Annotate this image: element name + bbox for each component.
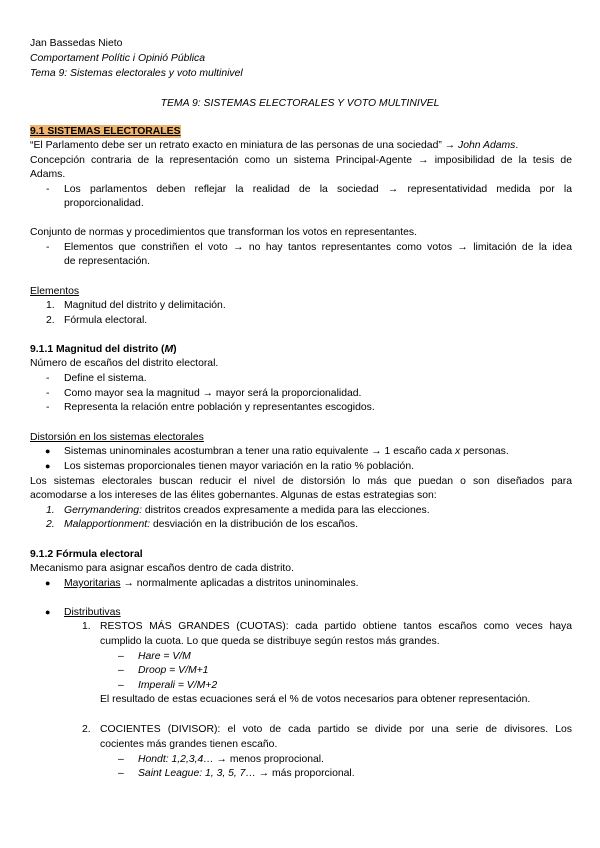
quote-end: .	[515, 140, 519, 151]
strategy-term: Malapportionment:	[64, 519, 151, 530]
adams-quote	[30, 139, 518, 152]
distributive-term: Distributivas	[64, 607, 121, 618]
strategy-term: Gerrymandering:	[64, 505, 142, 516]
constraint-bullet-line-2: de representación.	[64, 256, 151, 267]
quotas-line-2: cumplido la cuota. Lo que queda se distribuye según restos más grandes.	[100, 636, 440, 647]
magnitude-definition: Número de escaños del distrito electoral.	[30, 358, 219, 369]
quota-result: El resultado de estas ecuaciones será el % de votos necesarios para obtener representación.	[100, 694, 531, 705]
elements-label: Elementos	[30, 286, 80, 297]
en-dash-marker: –	[118, 680, 124, 691]
heading-text: 9.1.1 Magnitud del distrito (	[30, 344, 165, 355]
author-name: Jan Bassedas Nieto	[30, 38, 123, 49]
dash-marker: -	[46, 373, 50, 384]
parliament-bullet-line-1: Los parlamentos deben reflejar la realidad de la sociedad → representatividad medida por la	[64, 184, 572, 195]
dash-marker: -	[46, 402, 50, 413]
quota-formula: Droop = V/M+1	[138, 665, 209, 676]
strategy-item	[64, 518, 358, 531]
bullet-dot: ●	[45, 461, 51, 471]
majoritarian-text: → normalmente aplicadas a distritos uninominales.	[120, 578, 359, 589]
majoritarian-term: Mayoritarias	[64, 578, 121, 589]
list-item: Define el sistema.	[64, 373, 147, 384]
element-item: Fórmula electoral.	[64, 315, 148, 326]
section-heading-9-1-2: 9.1.2 Fórmula electoral	[30, 549, 143, 560]
principal-agent-line-1: Concepción contraria de la representación como un sistema Principal-Agente → imposibilidad de la tesis de	[30, 155, 572, 166]
strategy-text: distritos creados expresamente a medida para las elecciones.	[141, 505, 430, 516]
constraint-bullet-line-1: Elementos que constriñen el voto → no hay tantos representantes como votos → limitación de la idea	[64, 242, 572, 253]
course-name: Comportament Polític i Opinió Pública	[30, 53, 205, 64]
strategy-text: desviación en la distribución de los escaños.	[150, 519, 358, 530]
divisor-text: → menos proprocional.	[213, 754, 324, 765]
dash-marker: -	[46, 242, 50, 253]
section-heading-9-1-1	[30, 343, 177, 356]
quota-formula: Hare = V/M	[138, 651, 191, 662]
list-item: Como mayor sea la magnitud → mayor será la proporcionalidad.	[64, 388, 362, 399]
bullet-dot: ●	[45, 446, 51, 456]
parliament-bullet-line-2: proporcionalidad.	[64, 198, 144, 209]
bullet-dot: ●	[45, 578, 51, 588]
heading-text: )	[173, 344, 177, 355]
list-item: Representa la relación entre población y representantes escogidos.	[64, 402, 375, 413]
divisor-item	[138, 767, 355, 780]
list-number: 2.	[46, 315, 55, 326]
principal-agent-line-2: Adams.	[30, 169, 66, 180]
dash-marker: -	[46, 184, 50, 195]
topic-name: Tema 9: Sistemas electorales y voto multinivel	[30, 68, 243, 79]
en-dash-marker: –	[118, 651, 124, 662]
divisor-line-2: cocientes más grandes tienen escaño.	[100, 739, 278, 750]
list-number: 1.	[82, 621, 91, 632]
majoritarian-item	[64, 577, 359, 590]
rules-definition: Conjunto de normas y procedimientos que transforman los votos en representantes.	[30, 227, 417, 238]
divisor-line-1: COCIENTES (DIVISOR): el voto de cada partido se divide por una serie de divisores. Los	[100, 724, 572, 735]
bullet-dot: ●	[45, 607, 51, 617]
distortion-label: Distorsión en los sistemas electorales	[30, 432, 204, 443]
list-number: 1.	[46, 300, 55, 311]
quote-author: John Adams	[458, 140, 516, 151]
divisor-item	[138, 753, 324, 766]
strategies-intro-line-2: acomodarse a los intereses de las élites gobernantes. Algunas de estas estrategias son:	[30, 490, 437, 501]
divisor-text: → más proporcional.	[255, 768, 355, 779]
quote-text: “El Parlamento debe ser un retrato exacto en miniatura de las personas de una sociedad” →	[30, 140, 458, 151]
item-text: personas.	[460, 446, 509, 457]
strategy-item	[64, 504, 430, 517]
en-dash-marker: –	[118, 665, 124, 676]
distortion-item: Los sistemas proporcionales tienen mayor variación en la ratio % población.	[64, 461, 415, 472]
strategies-intro-line-1: Los sistemas electorales buscan reducir el nivel de distorsión lo más que puedan o son diseñados para	[30, 476, 572, 487]
list-number: 2.	[46, 519, 55, 530]
formula-definition: Mecanismo para asignar escaños dentro de cada distrito.	[30, 563, 294, 574]
en-dash-marker: –	[118, 768, 124, 779]
divisor-term: Hondt: 1,2,3,4…	[138, 754, 214, 765]
document-title: TEMA 9: SISTEMAS ELECTORALES Y VOTO MULTINIVEL	[160, 98, 440, 109]
en-dash-marker: –	[118, 754, 124, 765]
quota-formula: Imperali = V/M+2	[138, 680, 218, 691]
dash-marker: -	[46, 388, 50, 399]
item-var: x	[455, 446, 461, 457]
section-heading-9-1: 9.1 SISTEMAS ELECTORALES	[30, 126, 181, 137]
item-text: Sistemas uninominales acostumbran a tener una ratio equivalente → 1 escaño cada	[64, 446, 456, 457]
heading-var: M	[164, 344, 174, 355]
list-number: 1.	[46, 505, 55, 516]
list-number: 2.	[82, 724, 91, 735]
divisor-term: Saint League: 1, 3, 5, 7…	[138, 768, 256, 779]
element-item: Magnitud del distrito y delimitación.	[64, 300, 226, 311]
distortion-item	[64, 445, 509, 458]
quotas-line-1: RESTOS MÁS GRANDES (CUOTAS): cada partido obtiene tantos escaños como veces haya	[100, 621, 572, 632]
